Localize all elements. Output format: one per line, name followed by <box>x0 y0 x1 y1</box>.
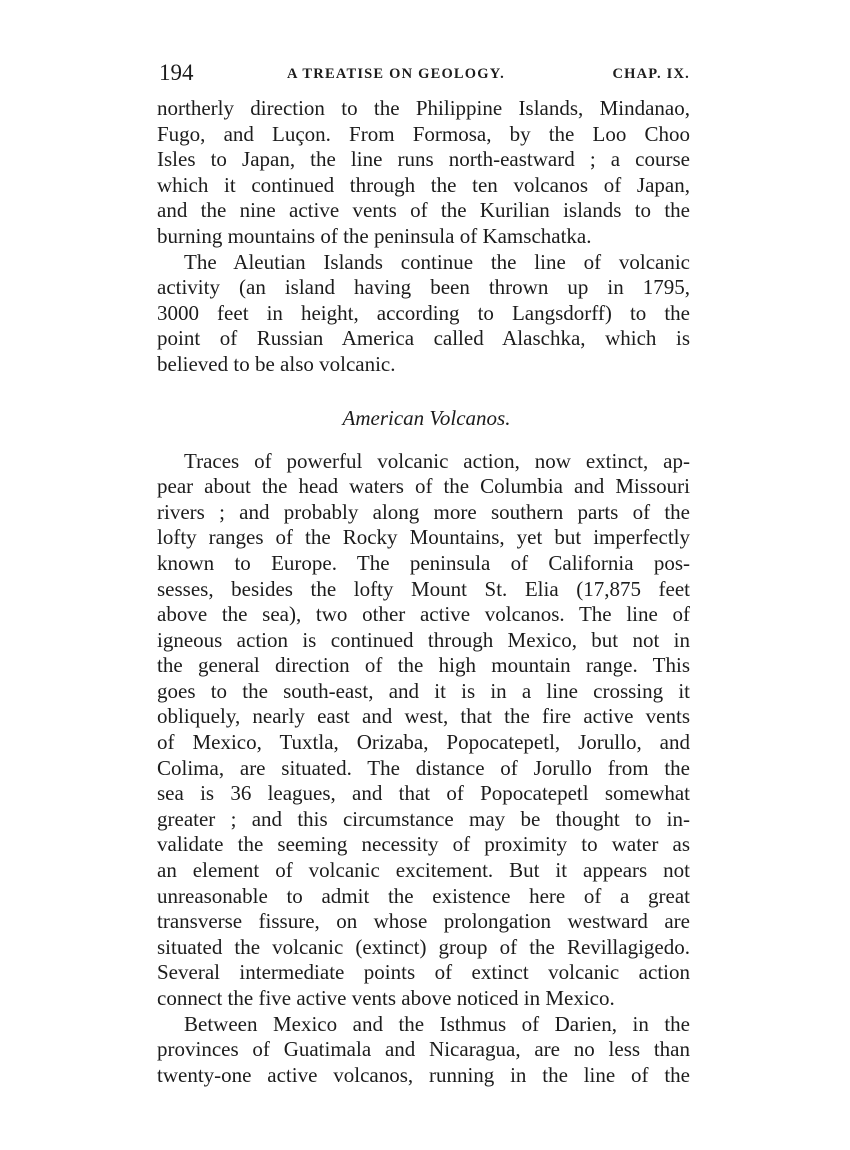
text-line: twenty-one active volcanos, running in the line of the <box>157 1062 690 1087</box>
page-number: 194 <box>159 60 194 85</box>
text-line: an element of volcanic excitement. But it appears not <box>157 858 690 883</box>
text-line: sesses, besides the lofty Mount St. Elia (17,875 feet <box>157 576 690 601</box>
text-line: Several intermediate points of extinct volcanic action <box>157 960 690 985</box>
running-title: A TREATISE ON GEOLOGY. <box>287 66 505 82</box>
text-line: lofty ranges of the Rocky Mountains, yet but imperfectly <box>157 525 690 550</box>
text-line: burning mountains of the peninsula of Kamschatka. <box>157 223 592 248</box>
paragraph-american-volcanos <box>157 449 690 1012</box>
text-line: rivers ; and probably along more southern parts of the <box>157 499 690 524</box>
text-line: validate the seeming necessity of proximity to water as <box>157 832 690 857</box>
text-line: point of Russian America called Alaschka, which is <box>157 326 690 351</box>
text-line: known to Europe. The peninsula of California pos- <box>157 550 690 575</box>
text-line: Between Mexico and the Isthmus of Darien, in the <box>184 1011 690 1036</box>
text-line: 3000 feet in height, according to Langsdorff) to the <box>157 300 690 325</box>
text-line: Traces of powerful volcanic action, now extinct, ap- <box>184 448 690 473</box>
text-line: connect the five active vents above noticed in Mexico. <box>157 986 615 1010</box>
text-line: believed to be also volcanic. <box>157 351 396 376</box>
text-line: unreasonable to admit the existence here of a great <box>157 883 690 908</box>
text-line: and the nine active vents of the Kurilian islands to the <box>157 198 690 223</box>
text-line: provinces of Guatimala and Nicaragua, are no less than <box>157 1037 690 1062</box>
text-line: The Aleutian Islands continue the line of volcanic <box>184 249 690 274</box>
text-line: igneous action is continued through Mexico, but not in <box>157 627 690 652</box>
text-line: Isles to Japan, the line runs north-eastward ; a course <box>157 147 690 172</box>
text-line: obliquely, nearly east and west, that the fire active vents <box>157 704 690 729</box>
chapter-label: CHAP. IX. <box>612 66 690 82</box>
section-heading: American Volcanos. <box>342 405 511 430</box>
text-line: activity (an island having been thrown up in 1795, <box>157 275 690 300</box>
text-line: situated the volcanic (extinct) group of the Revillagigedo. <box>157 934 690 959</box>
text-line: sea is 36 leagues, and that of Popocatepetl somewhat <box>157 781 690 806</box>
paragraph-aleutian <box>157 250 690 378</box>
paragraph-continuation <box>157 96 690 250</box>
text-line: Fugo, and Luçon. From Formosa, by the Loo Choo <box>157 121 690 146</box>
text-line: Colima, are situated. The distance of Jorullo from the <box>157 755 690 780</box>
text-line: the general direction of the high mountain range. This <box>157 653 690 678</box>
paragraph-central-america <box>157 1012 690 1089</box>
text-line: northerly direction to the Philippine Islands, Mindanao, <box>157 96 690 120</box>
text-line: above the sea), two other active volcanos. The line of <box>157 602 690 627</box>
text-line: of Mexico, Tuxtla, Orizaba, Popocatepetl, Jorullo, and <box>157 730 690 755</box>
book-page <box>157 58 690 1088</box>
text-line: greater ; and this circumstance may be thought to in- <box>157 806 690 831</box>
running-head <box>157 58 690 88</box>
text-line: pear about the head waters of the Columbia and Missouri <box>157 474 690 499</box>
text-line: transverse fissure, on whose prolongation westward are <box>157 909 690 934</box>
text-line: which it continued through the ten volcanos of Japan, <box>157 172 690 197</box>
text-line: goes to the south-east, and it is in a line crossing it <box>157 678 690 703</box>
